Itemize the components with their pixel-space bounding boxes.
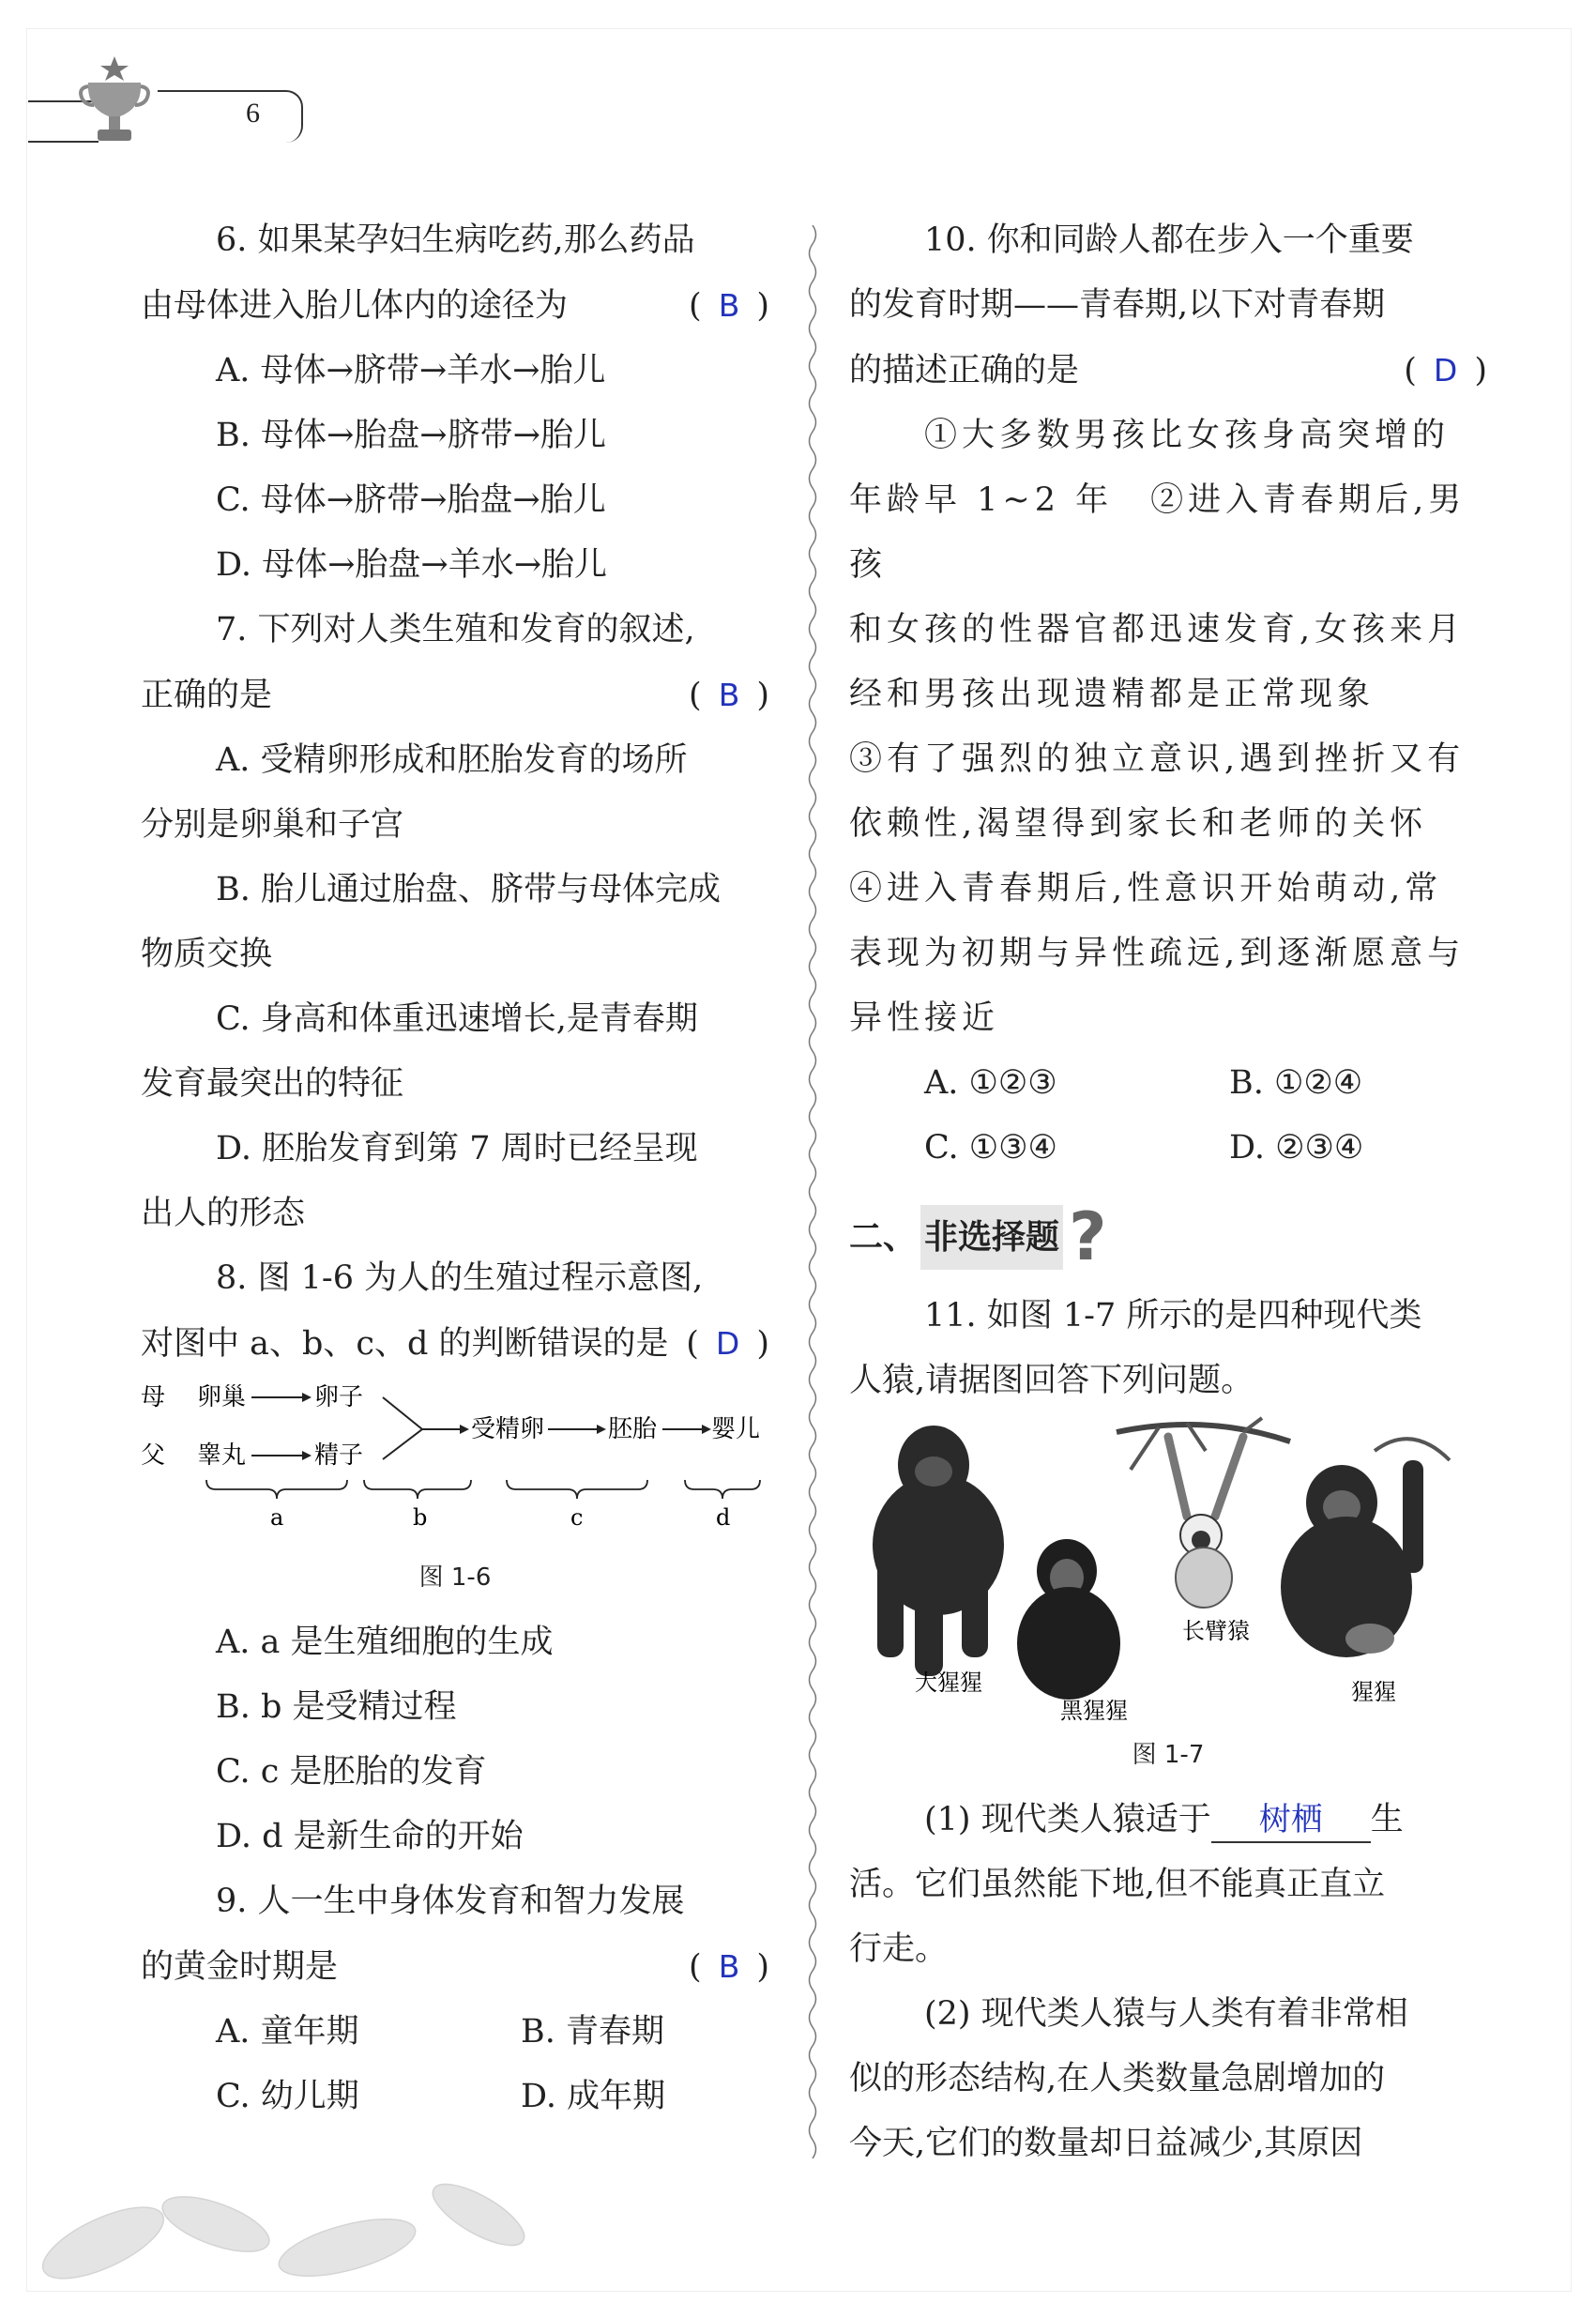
left-column xyxy=(141,208,769,2129)
q10-options-row2 xyxy=(849,1116,1487,1181)
leaf-decoration-icon xyxy=(28,2158,591,2290)
label-gorilla: 大猩猩 xyxy=(915,1670,982,1696)
answer-paren: ( B ) xyxy=(689,1948,769,1986)
q9-stem: 9. 人一生中身体发育和智力发展 xyxy=(216,1883,685,1920)
q7-option-b: B. 胎儿通过胎盘、脐带与母体完成 xyxy=(216,871,721,908)
label-a: a xyxy=(270,1504,284,1527)
brace-a xyxy=(206,1480,347,1499)
statement-line: 异性接近 xyxy=(849,999,1000,1037)
q11-stem-line2: 人猿,请据图回答下列问题。 xyxy=(849,1362,1254,1399)
section-heading xyxy=(849,1190,1487,1284)
label-egg: 卵子 xyxy=(314,1383,364,1411)
page-number-box xyxy=(158,90,303,143)
q11-part1-line2: 活。它们虽然能下地,但不能真正直立 xyxy=(849,1866,1386,1903)
q11-answer-blank: 树栖 xyxy=(1211,1798,1371,1843)
q11-part2-line2: 似的形态结构,在人类数量急剧增加的 xyxy=(849,2060,1386,2097)
q9-answer: B xyxy=(718,1948,740,1985)
label-testis: 睾丸 xyxy=(197,1441,247,1470)
label-b: b xyxy=(413,1504,428,1527)
brace-c xyxy=(507,1480,647,1499)
q8-option-d: D. d 是新生命的开始 xyxy=(216,1818,524,1855)
page-number: 6 xyxy=(246,98,260,129)
q8-stem-line2: 对图中 a、b、c、d 的判断错误的是 ( D ) xyxy=(141,1311,769,1377)
q6-option-a: A. 母体→脐带→羊水→胎儿 xyxy=(216,352,606,389)
q10-statements xyxy=(849,404,1487,1051)
merge-lines xyxy=(383,1397,422,1459)
trophy-icon xyxy=(77,54,152,148)
section-title: 非选择题 xyxy=(920,1205,1063,1270)
q11-part2-line3: 今天,它们的数量却日益减少,其原因 xyxy=(849,2125,1363,2162)
brace-d xyxy=(685,1480,760,1499)
label-c: c xyxy=(570,1504,584,1527)
q6-option-d: D. 母体→胎盘→羊水→胎儿 xyxy=(216,546,608,584)
label-zygote: 受精卵 xyxy=(471,1415,545,1443)
answer-paren: ( B ) xyxy=(689,677,769,714)
q7-option-c-cont: 发育最突出的特征 xyxy=(141,1065,404,1103)
q7-option-d: D. 胚胎发育到第 7 周时已经呈现 xyxy=(216,1130,698,1167)
q8-option-c: C. c 是胚胎的发育 xyxy=(216,1753,487,1791)
q10-stem-line3: 的描述正确的是 ( D ) xyxy=(849,338,1487,404)
brace-b xyxy=(364,1480,471,1499)
answer-paren: ( D ) xyxy=(686,1325,769,1363)
q7-option-d-cont: 出人的形态 xyxy=(141,1195,306,1232)
gorilla-image xyxy=(873,1426,1004,1676)
figure-1-6-caption: 图 1-6 xyxy=(418,1563,492,1592)
q8-stem: 8. 图 1-6 为人的生殖过程示意图, xyxy=(216,1259,704,1297)
apes-illustration xyxy=(849,1413,1487,1723)
answer-paren: ( B ) xyxy=(689,287,769,325)
question-mark-icon: ? xyxy=(1069,1197,1107,1275)
statement-line: ①大多数男孩比女孩身高突增的 xyxy=(924,417,1451,454)
q7-option-a: A. 受精卵形成和胚胎发育的场所 xyxy=(216,741,688,779)
gibbon-image xyxy=(1117,1418,1290,1608)
q9-options-row2 xyxy=(141,2065,769,2129)
q10-options-row1 xyxy=(849,1051,1487,1116)
figure-1-7 xyxy=(849,1413,1487,1723)
q8-option-a: A. a 是生殖细胞的生成 xyxy=(216,1624,554,1661)
q11-part1: (1) 现代类人猿适于 树栖 生 xyxy=(849,1788,1487,1853)
column-divider xyxy=(805,225,820,2158)
q7-option-c: C. 身高和体重迅速增长,是青春期 xyxy=(216,1000,698,1038)
label-chimp: 黑猩猩 xyxy=(1060,1698,1128,1723)
label-embryo: 胚胎 xyxy=(608,1415,658,1443)
label-sperm: 精子 xyxy=(314,1441,364,1470)
q10-stem: 10. 你和同龄人都在步入一个重要 xyxy=(924,221,1414,259)
q7-stem: 7. 下列对人类生殖和发育的叙述, xyxy=(216,611,695,648)
q7-option-b-cont: 物质交换 xyxy=(141,936,273,973)
q6-stem: 6. 如果某孕妇生病吃药,那么药品 xyxy=(216,221,695,259)
q11-part2: (2) 现代类人猿与人类有着非常相 xyxy=(924,1995,1408,2033)
answer-paren: ( D ) xyxy=(1404,352,1487,389)
q11-part1-line3: 行走。 xyxy=(849,1930,949,1968)
q10-option-a: A. ①②③ xyxy=(924,1064,1057,1102)
orangutan-image xyxy=(1281,1439,1450,1657)
q7-stem-line2: 正确的是 ( B ) xyxy=(141,663,769,728)
label-father: 父 xyxy=(141,1441,166,1470)
right-column xyxy=(849,208,1487,2176)
statement-line: 经和男孩出现遗精都是正常现象 xyxy=(849,676,1376,713)
q7-answer: B xyxy=(718,677,740,713)
q10-stem-line2: 的发育时期——青春期,以下对青春期 xyxy=(849,286,1386,324)
q8-answer: D xyxy=(715,1325,740,1362)
label-ovary: 卵巢 xyxy=(197,1383,247,1411)
q9-option-a: A. 童年期 xyxy=(216,2013,359,2051)
statement-line: ③有了强烈的独立意识,遇到挫折又有 xyxy=(849,740,1466,778)
chimp-image xyxy=(1017,1539,1120,1700)
q9-option-d: D. 成年期 xyxy=(521,2078,666,2115)
statement-line: 表现为初期与异性疏远,到逐渐愿意与 xyxy=(849,935,1466,972)
q6-option-b: B. 母体→胎盘→脐带→胎儿 xyxy=(216,417,606,454)
q10-option-b: B. ①②④ xyxy=(1229,1064,1363,1102)
label-d: d xyxy=(716,1504,731,1527)
label-mother: 母 xyxy=(141,1383,166,1411)
q11-stem: 11. 如图 1-7 所示的是四种现代类 xyxy=(924,1297,1422,1334)
q6-stem-line2: 由母体进入胎儿体内的途径为 ( B ) xyxy=(141,273,769,339)
label-gibbon: 长臂猿 xyxy=(1182,1618,1250,1644)
q10-option-d: D. ②③④ xyxy=(1229,1129,1364,1167)
reproduction-diagram xyxy=(141,1377,769,1527)
figure-1-7-caption: 图 1-7 xyxy=(1132,1741,1205,1769)
q9-options-row1 xyxy=(141,2000,769,2065)
q10-option-c: C. ①③④ xyxy=(924,1129,1057,1167)
statement-line: ④进入青春期后,性意识开始萌动,常 xyxy=(849,870,1443,907)
q9-option-c: C. 幼儿期 xyxy=(216,2078,359,2115)
statement-line: 年龄早 1~2 年 ②进入青春期后,男孩 xyxy=(849,481,1467,584)
statement-line: 依赖性,渴望得到家长和老师的关怀 xyxy=(849,805,1428,843)
statement-line: 和女孩的性器官都迅速发育,女孩来月 xyxy=(849,611,1466,648)
q6-option-c: C. 母体→脐带→胎盘→胎儿 xyxy=(216,481,606,519)
q7-option-a-cont: 分别是卵巢和子宫 xyxy=(141,806,404,844)
q9-option-b: B. 青春期 xyxy=(521,2013,664,2051)
q8-option-b: B. b 是受精过程 xyxy=(216,1688,457,1726)
section-number: 二、 xyxy=(849,1217,918,1257)
q6-answer: B xyxy=(718,287,740,324)
q9-stem-line2: 的黄金时期是 ( B ) xyxy=(141,1934,769,2000)
figure-1-6 xyxy=(141,1377,769,1527)
q10-answer: D xyxy=(1433,352,1458,389)
label-baby: 婴儿 xyxy=(711,1415,761,1443)
label-orangutan: 猩猩 xyxy=(1351,1679,1396,1705)
